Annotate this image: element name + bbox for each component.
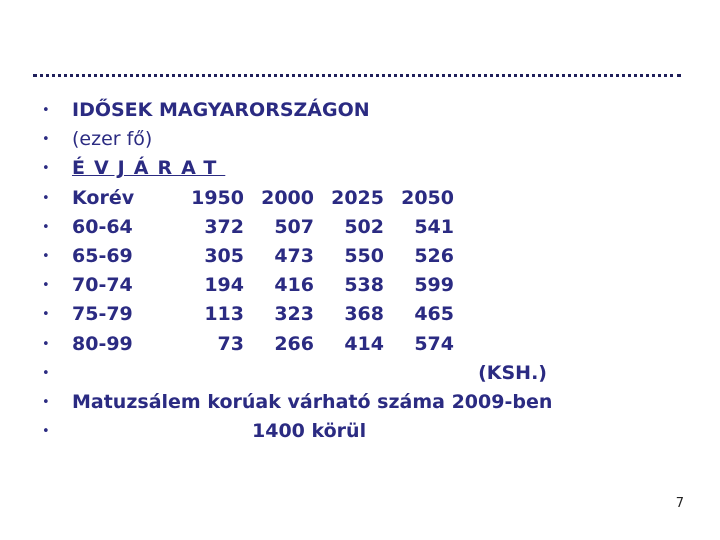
column-header-age: Korév (72, 186, 135, 209)
bullet: • (42, 307, 50, 323)
column-header-1950: 1950 (191, 186, 244, 209)
bullet: • (42, 424, 50, 440)
table-row (42, 330, 682, 359)
table-cell: 323 (274, 303, 314, 326)
table-cell: 574 (414, 332, 454, 355)
matuzsalem-note: Matuzsálem korúak várható száma 2009-ben (72, 390, 553, 413)
table-header-row (42, 184, 682, 213)
bullet: • (42, 248, 50, 264)
row-label: 75-79 (72, 303, 133, 326)
slide-content (42, 96, 682, 446)
list-item (42, 388, 682, 417)
bullet: • (42, 103, 50, 118)
list-item (42, 359, 682, 388)
bullet: • (42, 394, 50, 410)
column-header-2000: 2000 (261, 186, 314, 209)
table-cell: 113 (204, 303, 244, 326)
table-row (42, 213, 682, 242)
evjarat-heading: ÉVJÁRAT (72, 157, 226, 180)
list-item (42, 125, 682, 154)
bullet: • (42, 161, 50, 177)
table-cell: 368 (344, 303, 384, 326)
bullet: • (42, 365, 50, 381)
table-cell: 73 (217, 332, 244, 355)
page-number: 7 (675, 496, 684, 511)
slide-title: IDŐSEK MAGYARORSZÁGON (72, 99, 370, 121)
row-label: 80-99 (72, 332, 133, 355)
table-cell: 194 (204, 274, 244, 297)
table-row (42, 271, 682, 300)
table-cell: 599 (414, 274, 454, 297)
list-item (42, 96, 682, 125)
list-item (42, 417, 682, 446)
table-cell: 550 (344, 244, 384, 267)
table-cell: 538 (344, 274, 384, 297)
table-cell: 414 (344, 332, 384, 355)
table-cell: 266 (274, 332, 314, 355)
table-cell: 305 (204, 244, 244, 267)
list-item (42, 154, 682, 183)
column-header-2050: 2050 (401, 186, 454, 209)
bullet: • (42, 132, 50, 148)
table-row (42, 300, 682, 329)
table-cell: 372 (204, 215, 244, 238)
table-row (42, 242, 682, 271)
table-cell: 473 (274, 244, 314, 267)
matuzsalem-value: 1400 körül (252, 420, 367, 443)
column-header-2025: 2025 (331, 186, 384, 209)
row-label: 65-69 (72, 244, 133, 267)
row-label: 60-64 (72, 215, 133, 238)
table-cell: 507 (274, 215, 314, 238)
bullet: • (42, 336, 50, 352)
table-cell: 541 (414, 215, 454, 238)
table-cell: 502 (344, 215, 384, 238)
bullet: • (42, 278, 50, 294)
table-cell: 465 (414, 303, 454, 326)
bullet: • (42, 219, 50, 235)
source-note: (KSH.) (478, 361, 547, 384)
bullet: • (42, 190, 50, 206)
row-label: 70-74 (72, 274, 133, 297)
dotted-separator (33, 74, 681, 77)
table-cell: 526 (414, 244, 454, 267)
table-cell: 416 (274, 274, 314, 297)
slide-subtitle: (ezer fő) (72, 128, 153, 151)
